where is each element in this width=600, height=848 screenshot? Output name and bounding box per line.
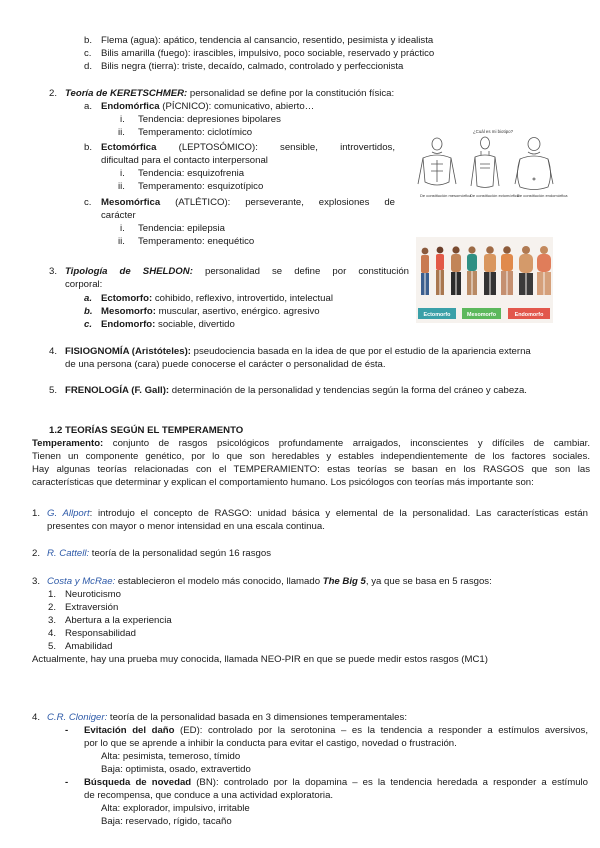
evitacion-item [84, 725, 588, 737]
text-line: de recompensa, que conduce a una actividad exploratoria. [84, 790, 334, 801]
term: Endomorfo: [101, 319, 156, 330]
term: FRENOLOGÍA (F. Gall): [65, 385, 170, 396]
roman-marker: ii. [118, 181, 125, 192]
roman-marker: ii. [118, 127, 125, 138]
term: Temperamento: [32, 438, 104, 449]
list-number: 3. [32, 576, 41, 587]
term: Mesomórfica [101, 197, 161, 208]
sub-item: Temperamento: ciclotímico [138, 127, 253, 138]
costa-item [47, 576, 492, 588]
list-number: 3. [49, 266, 58, 277]
body-type-legend [418, 308, 550, 319]
sub-item: Temperamento: enequético [138, 236, 255, 247]
list-marker: a. [84, 101, 93, 112]
trait-number: 3. [48, 615, 57, 626]
ectomorfica-item [101, 142, 395, 154]
text-line: Actualmente, hay una prueba muy conocida, llamada NEO-PIR en que se puede medir estos rasgos (MC1) [32, 654, 488, 665]
roman-marker: ii. [118, 236, 125, 247]
term: Búsqueda de novedad [84, 777, 192, 788]
text-line: presentes con mayor o menor intensidad en una escala continua. [47, 521, 325, 532]
list-number: 2. [49, 88, 58, 99]
allport-item [47, 508, 588, 520]
author-desc: teoría de la personalidad basada en 3 dimensiones temperamentales: [107, 712, 407, 723]
big5-term: The Big 5 [322, 576, 366, 587]
sketch-label: De constitución mesomórfica [420, 193, 472, 198]
trait-number: 1. [48, 589, 57, 600]
term: Ectomórfica [101, 142, 157, 153]
list-number: 2. [32, 548, 41, 559]
roman-marker: i. [120, 114, 125, 125]
body-figures-icon [421, 246, 551, 295]
mesomorfica-item [101, 197, 395, 209]
body-types-photo [416, 237, 553, 323]
sub-item: Alta: explorador, impulsivo, irritable [101, 803, 250, 814]
term: Evitación del daño [84, 725, 175, 736]
list-marker: b. [84, 306, 93, 317]
text-line: Tienen un componente genético, por lo que son heredables y estables independientemente de los factores sociales. [32, 451, 590, 462]
author-name: Costa y McRae: [47, 576, 116, 587]
term-desc: conjunto de rasgos psicológicos profundamente arraigados, inconscientes y difíciles de cambiar. [112, 438, 590, 449]
term-desc: (PÍCNICO): comunicativo, abierto… [159, 101, 315, 112]
trait-item: Responsabilidad [65, 628, 136, 639]
temperament-definition [32, 438, 590, 450]
sheldon-heading [65, 266, 409, 278]
term-desc: determinación de la personalidad y tendencias según la forma del cráneo y cabeza. [169, 385, 527, 396]
author-name: G. Allport [47, 508, 90, 519]
term-desc: (ED): controlado por la serotonina – es la tendencia a responder a estímulos aversivos, [174, 725, 589, 736]
author-name: C.R. Cloniger: [47, 712, 108, 723]
list-item: Bilis amarilla (fuego): irascibles, impulsivo, poco sociable, reservado y práctico [101, 48, 435, 59]
list-number: 4. [32, 712, 41, 723]
text-line: dificultad para el contacto interpersonal [101, 155, 268, 166]
list-item: Bilis negra (tierra): triste, decaído, calmado, controlado y perfeccionista [101, 61, 404, 72]
trait-item: Extraversión [65, 602, 119, 613]
author-desc-2: , ya que se basa en 5 rasgos: [365, 576, 492, 587]
sub-item: Temperamento: esquizotípico [138, 181, 264, 192]
sketch-question: ¿Cuál es mi biotipo? [473, 129, 514, 134]
term-desc: pseudociencia basada en la idea de que por el estudio de la apariencia externa [190, 346, 531, 357]
list-marker: c. [84, 319, 93, 330]
busqueda-item [84, 777, 588, 789]
author-desc: : introdujo el concepto de RASGO: unidad básica y elemental de la personalidad. Las características están [89, 508, 588, 519]
kretschmer-desc: personalidad se define por la constitución física: [187, 88, 395, 99]
term-desc: sociable, divertido [155, 319, 235, 330]
ectomorph-figure-icon [471, 137, 499, 188]
term-desc: (LEPTOSÓMICO): sensible, introvertidos, [178, 142, 395, 153]
sub-item: Tendencia: epilepsia [138, 223, 225, 234]
author-desc: establecieron el modelo más conocido, llamado [115, 576, 323, 587]
sub-item: Tendencia: esquizofrenia [138, 168, 245, 179]
kretschmer-title: Teoría de KERETSCHMER: [65, 88, 188, 99]
endomorfica-item [101, 101, 314, 113]
sub-item: Baja: reservado, rígido, tacaño [101, 816, 232, 827]
text-line: características que determinar y explican el comportamiento humano. Los psicólogos con teorías más importante son: [32, 477, 534, 488]
list-item [101, 306, 320, 318]
term: Endomórfica [101, 101, 160, 112]
frenologia-item [65, 385, 527, 397]
body-types-sketch [413, 124, 568, 208]
sheldon-title: Tipología de SHELDON: [65, 266, 193, 277]
list-marker: b. [84, 35, 93, 46]
legend-label: Ectomorfo [423, 312, 451, 318]
trait-number: 5. [48, 641, 57, 652]
list-number: 4. [49, 346, 58, 357]
section-heading: 1.2 TEORÍAS SEGÚN EL TEMPERAMENTO [49, 425, 244, 436]
text-line: por lo que se aprende a inhibir la conducta para evitar el castigo, novedad o frustración. [84, 738, 457, 749]
trait-item: Neuroticismo [65, 589, 121, 600]
term: Mesomorfo: [101, 306, 156, 317]
text-line: corporal: [65, 279, 103, 290]
text-line: carácter [101, 210, 136, 221]
term-desc: cohibido, reflexivo, introvertido, intelectual [152, 293, 333, 304]
fisiognomia-item [65, 346, 531, 358]
trait-item: Abertura a la experiencia [65, 615, 172, 626]
text-line: Hay algunas teorías relacionadas con el TEMPERAMIENTO: estas teorías se basan en los RASGOS que son las [32, 464, 590, 475]
text-line: de una persona (cara) puede conocerse el carácter o personalidad de ésta. [65, 359, 386, 370]
kretschmer-heading [65, 88, 394, 100]
sub-item: Tendencia: depresiones bipolares [138, 114, 281, 125]
list-item [101, 293, 333, 305]
cattell-item [47, 548, 271, 560]
list-marker: c. [84, 197, 92, 208]
trait-item: Amabilidad [65, 641, 113, 652]
list-number: 1. [32, 508, 41, 519]
term-desc: (ATLÉTICO): perseverante, explosiones de [175, 197, 395, 208]
dash-marker: - [65, 777, 69, 788]
sheldon-desc: personalidad se define por constitución [204, 266, 410, 277]
trait-number: 2. [48, 602, 57, 613]
mesomorph-figure-icon [418, 138, 456, 185]
legend-label: Mesomorfo [466, 312, 497, 318]
endomorph-figure-icon [515, 138, 553, 190]
legend-label: Endomorfo [514, 312, 544, 318]
list-marker: c. [84, 48, 92, 59]
list-marker: a. [84, 293, 93, 304]
roman-marker: i. [120, 223, 125, 234]
sub-item: Baja: optimista, osado, extravertido [101, 764, 251, 775]
term: FISIOGNOMÍA (Aristóteles): [65, 346, 191, 357]
author-desc: teoría de la personalidad según 16 rasgos [89, 548, 271, 559]
term: Ectomorfo: [101, 293, 153, 304]
author-name: R. Cattell: [47, 548, 90, 559]
roman-marker: i. [120, 168, 125, 179]
list-marker: b. [84, 142, 93, 153]
term-desc: muscular, asertivo, enérgico. agresivo [155, 306, 320, 317]
sub-item: Alta: pesimista, temeroso, tímido [101, 751, 241, 762]
trait-number: 4. [48, 628, 57, 639]
list-item [101, 319, 235, 331]
list-number: 5. [49, 385, 58, 396]
sketch-label: De constitución endomórfica [517, 193, 568, 198]
list-item: Flema (agua): apático, tendencia al cansancio, resentido, pesimista y idealista [101, 35, 434, 46]
sketch-label: De constitución ectomórfica [470, 193, 520, 198]
dash-marker: - [65, 725, 69, 736]
term-desc: (BN): controlado por la dopamina – es la tendencia heredada a responder a estímulo [191, 777, 589, 788]
cloniger-item [47, 712, 407, 724]
list-marker: d. [84, 61, 93, 72]
